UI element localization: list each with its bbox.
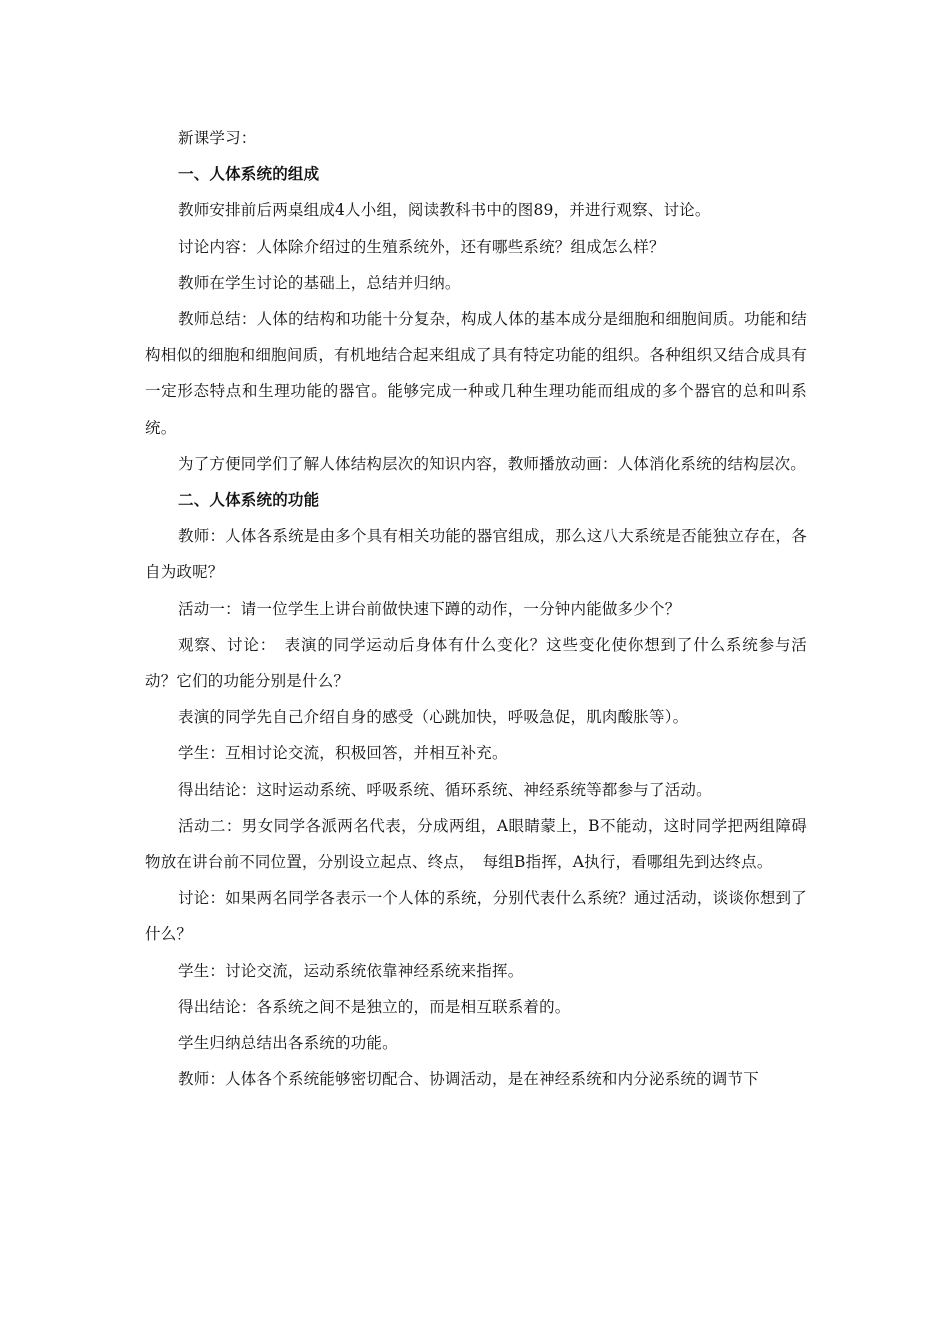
paragraph: 学生：互相讨论交流，积极回答，并相互补充。 <box>178 744 508 763</box>
paragraph: 教师在学生讨论的基础上，总结并归纳。 <box>178 273 461 292</box>
paragraph: 表演的同学先自己介绍自身的感受（心跳加快，呼吸急促，肌肉酸胀等）。 <box>178 708 689 727</box>
paragraph: 为了方便同学们了解人体结构层次的知识内容，教师播放动画：人体消化系统的结构层次。 <box>178 454 807 473</box>
paragraph: 观察、讨论： 表演的同学运动后身体有什么变化？这些变化使你想到了什么系统参与活动？它们的功能分别是什么？ <box>145 635 807 691</box>
section-heading-function: 二、人体系统的功能 <box>178 490 320 510</box>
paragraph: 活动二：男女同学各派两名代表，分成两组，A眼睛蒙上，B不能动，这时同学把两组障碍物放在讲台前不同位置，分别设立起点、终点， 每组B指挥，A执行，看哪组先到达终点。 <box>145 816 807 872</box>
intro-label: 新课学习： <box>178 129 257 147</box>
document-body <box>145 120 807 1097</box>
section-heading-composition: 一、人体系统的组成 <box>178 164 320 184</box>
paragraph: 讨论：如果两名同学各表示一个人体的系统，分别代表什么系统？通过活动，谈谈你想到了什么？ <box>145 889 807 944</box>
paragraph: 讨论内容：人体除介绍过的生殖系统外，还有哪些系统？组成怎么样？ <box>178 237 665 256</box>
paragraph: 得出结论：这时运动系统、呼吸系统、循环系统、神经系统等都参与了活动。 <box>178 780 712 799</box>
paragraph: 学生：讨论交流，运动系统依靠神经系统来指挥。 <box>178 961 524 980</box>
paragraph: 教师总结：人体的结构和功能十分复杂，构成人体的基本成分是细胞和细胞间质。功能和结构相似的细胞和细胞间质，有机地结合起来组成了具有特定功能的组织。各种组织又结合成具有一定形态特点和生理功能的器官。能够完成一种或几种生理功能而组成的多个器官的总和叫系统。 <box>145 310 807 437</box>
paragraph: 教师安排前后两桌组成4人小组，阅读教科书中的图89，并进行观察、讨论。 <box>178 201 711 220</box>
paragraph: 活动一：请一位学生上讲台前做快速下蹲的动作，一分钟内能做多少个？ <box>178 599 681 618</box>
paragraph: 得出结论：各系统之间不是独立的，而是相互联系着的。 <box>178 997 571 1016</box>
paragraph: 教师：人体各个系统能够密切配合、协调活动，是在神经系统和内分泌系统的调节下 <box>178 1070 759 1089</box>
paragraph: 学生归纳总结出各系统的功能。 <box>178 1034 398 1053</box>
paragraph: 教师：人体各系统是由多个具有相关功能的器官组成，那么这八大系统是否能独立存在，各自为政呢？ <box>145 527 807 582</box>
